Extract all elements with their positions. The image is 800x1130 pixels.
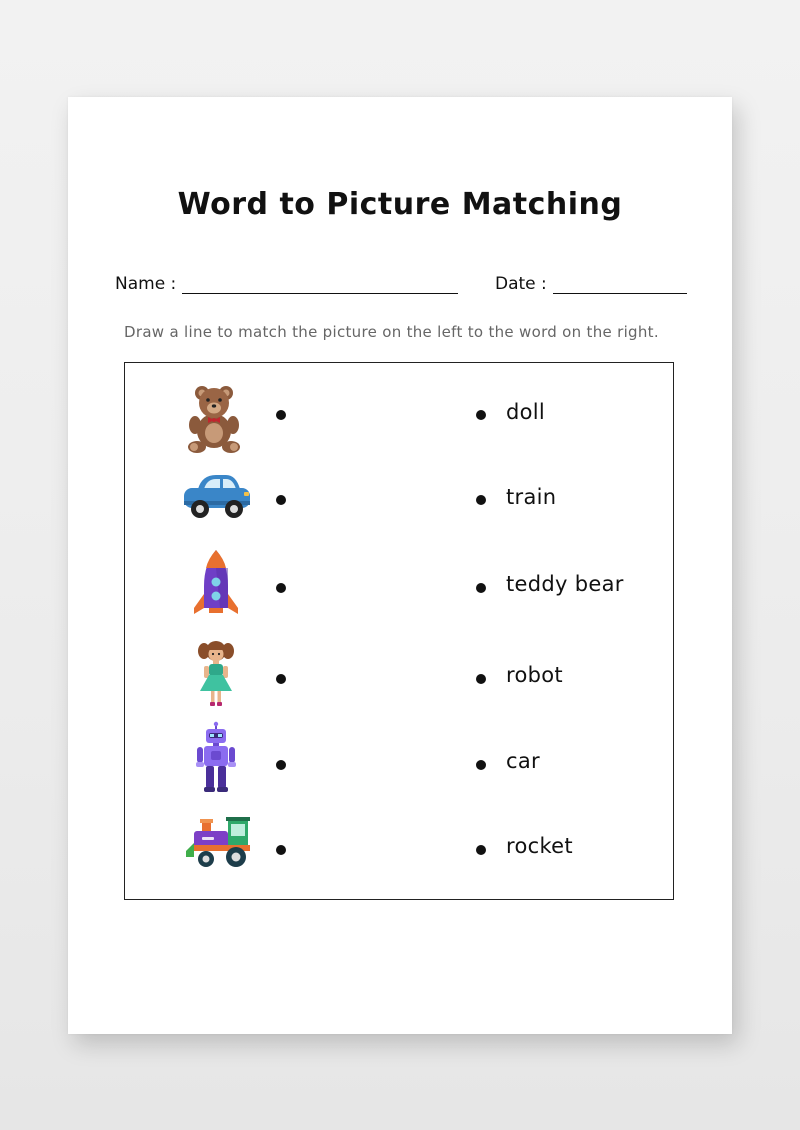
date-field[interactable] <box>495 274 687 294</box>
doll-icon <box>180 635 252 715</box>
instructions-text: Draw a line to match the picture on the left to the word on the right. <box>124 323 659 341</box>
right-match-dot[interactable] <box>476 845 486 855</box>
matching-row <box>125 461 675 541</box>
left-match-dot[interactable] <box>276 583 286 593</box>
left-match-dot[interactable] <box>276 845 286 855</box>
matching-row <box>125 721 675 801</box>
name-blank-line[interactable] <box>182 277 458 294</box>
left-match-dot[interactable] <box>276 410 286 420</box>
rocket-icon <box>180 546 252 626</box>
word-label: train <box>506 485 557 509</box>
worksheet-page <box>68 97 732 1034</box>
right-match-dot[interactable] <box>476 495 486 505</box>
word-label: car <box>506 749 540 773</box>
word-label: teddy bear <box>506 572 624 596</box>
page-title: Word to Picture Matching <box>177 187 623 222</box>
left-match-dot[interactable] <box>276 760 286 770</box>
robot-icon <box>180 721 252 801</box>
matching-row <box>125 635 675 715</box>
right-match-dot[interactable] <box>476 674 486 684</box>
name-label: Name : <box>115 274 177 294</box>
matching-box <box>124 362 674 900</box>
name-field[interactable] <box>115 274 458 294</box>
train-icon <box>180 809 252 889</box>
matching-row <box>125 546 675 626</box>
word-label: rocket <box>506 834 573 858</box>
car-icon <box>180 461 252 541</box>
date-blank-line[interactable] <box>553 277 687 294</box>
matching-row <box>125 809 675 889</box>
right-match-dot[interactable] <box>476 410 486 420</box>
matching-row <box>125 375 675 455</box>
left-match-dot[interactable] <box>276 495 286 505</box>
teddy-bear-icon <box>180 375 252 455</box>
right-match-dot[interactable] <box>476 583 486 593</box>
word-label: robot <box>506 663 563 687</box>
right-match-dot[interactable] <box>476 760 486 770</box>
left-match-dot[interactable] <box>276 674 286 684</box>
date-label: Date : <box>495 274 547 294</box>
word-label: doll <box>506 400 546 424</box>
